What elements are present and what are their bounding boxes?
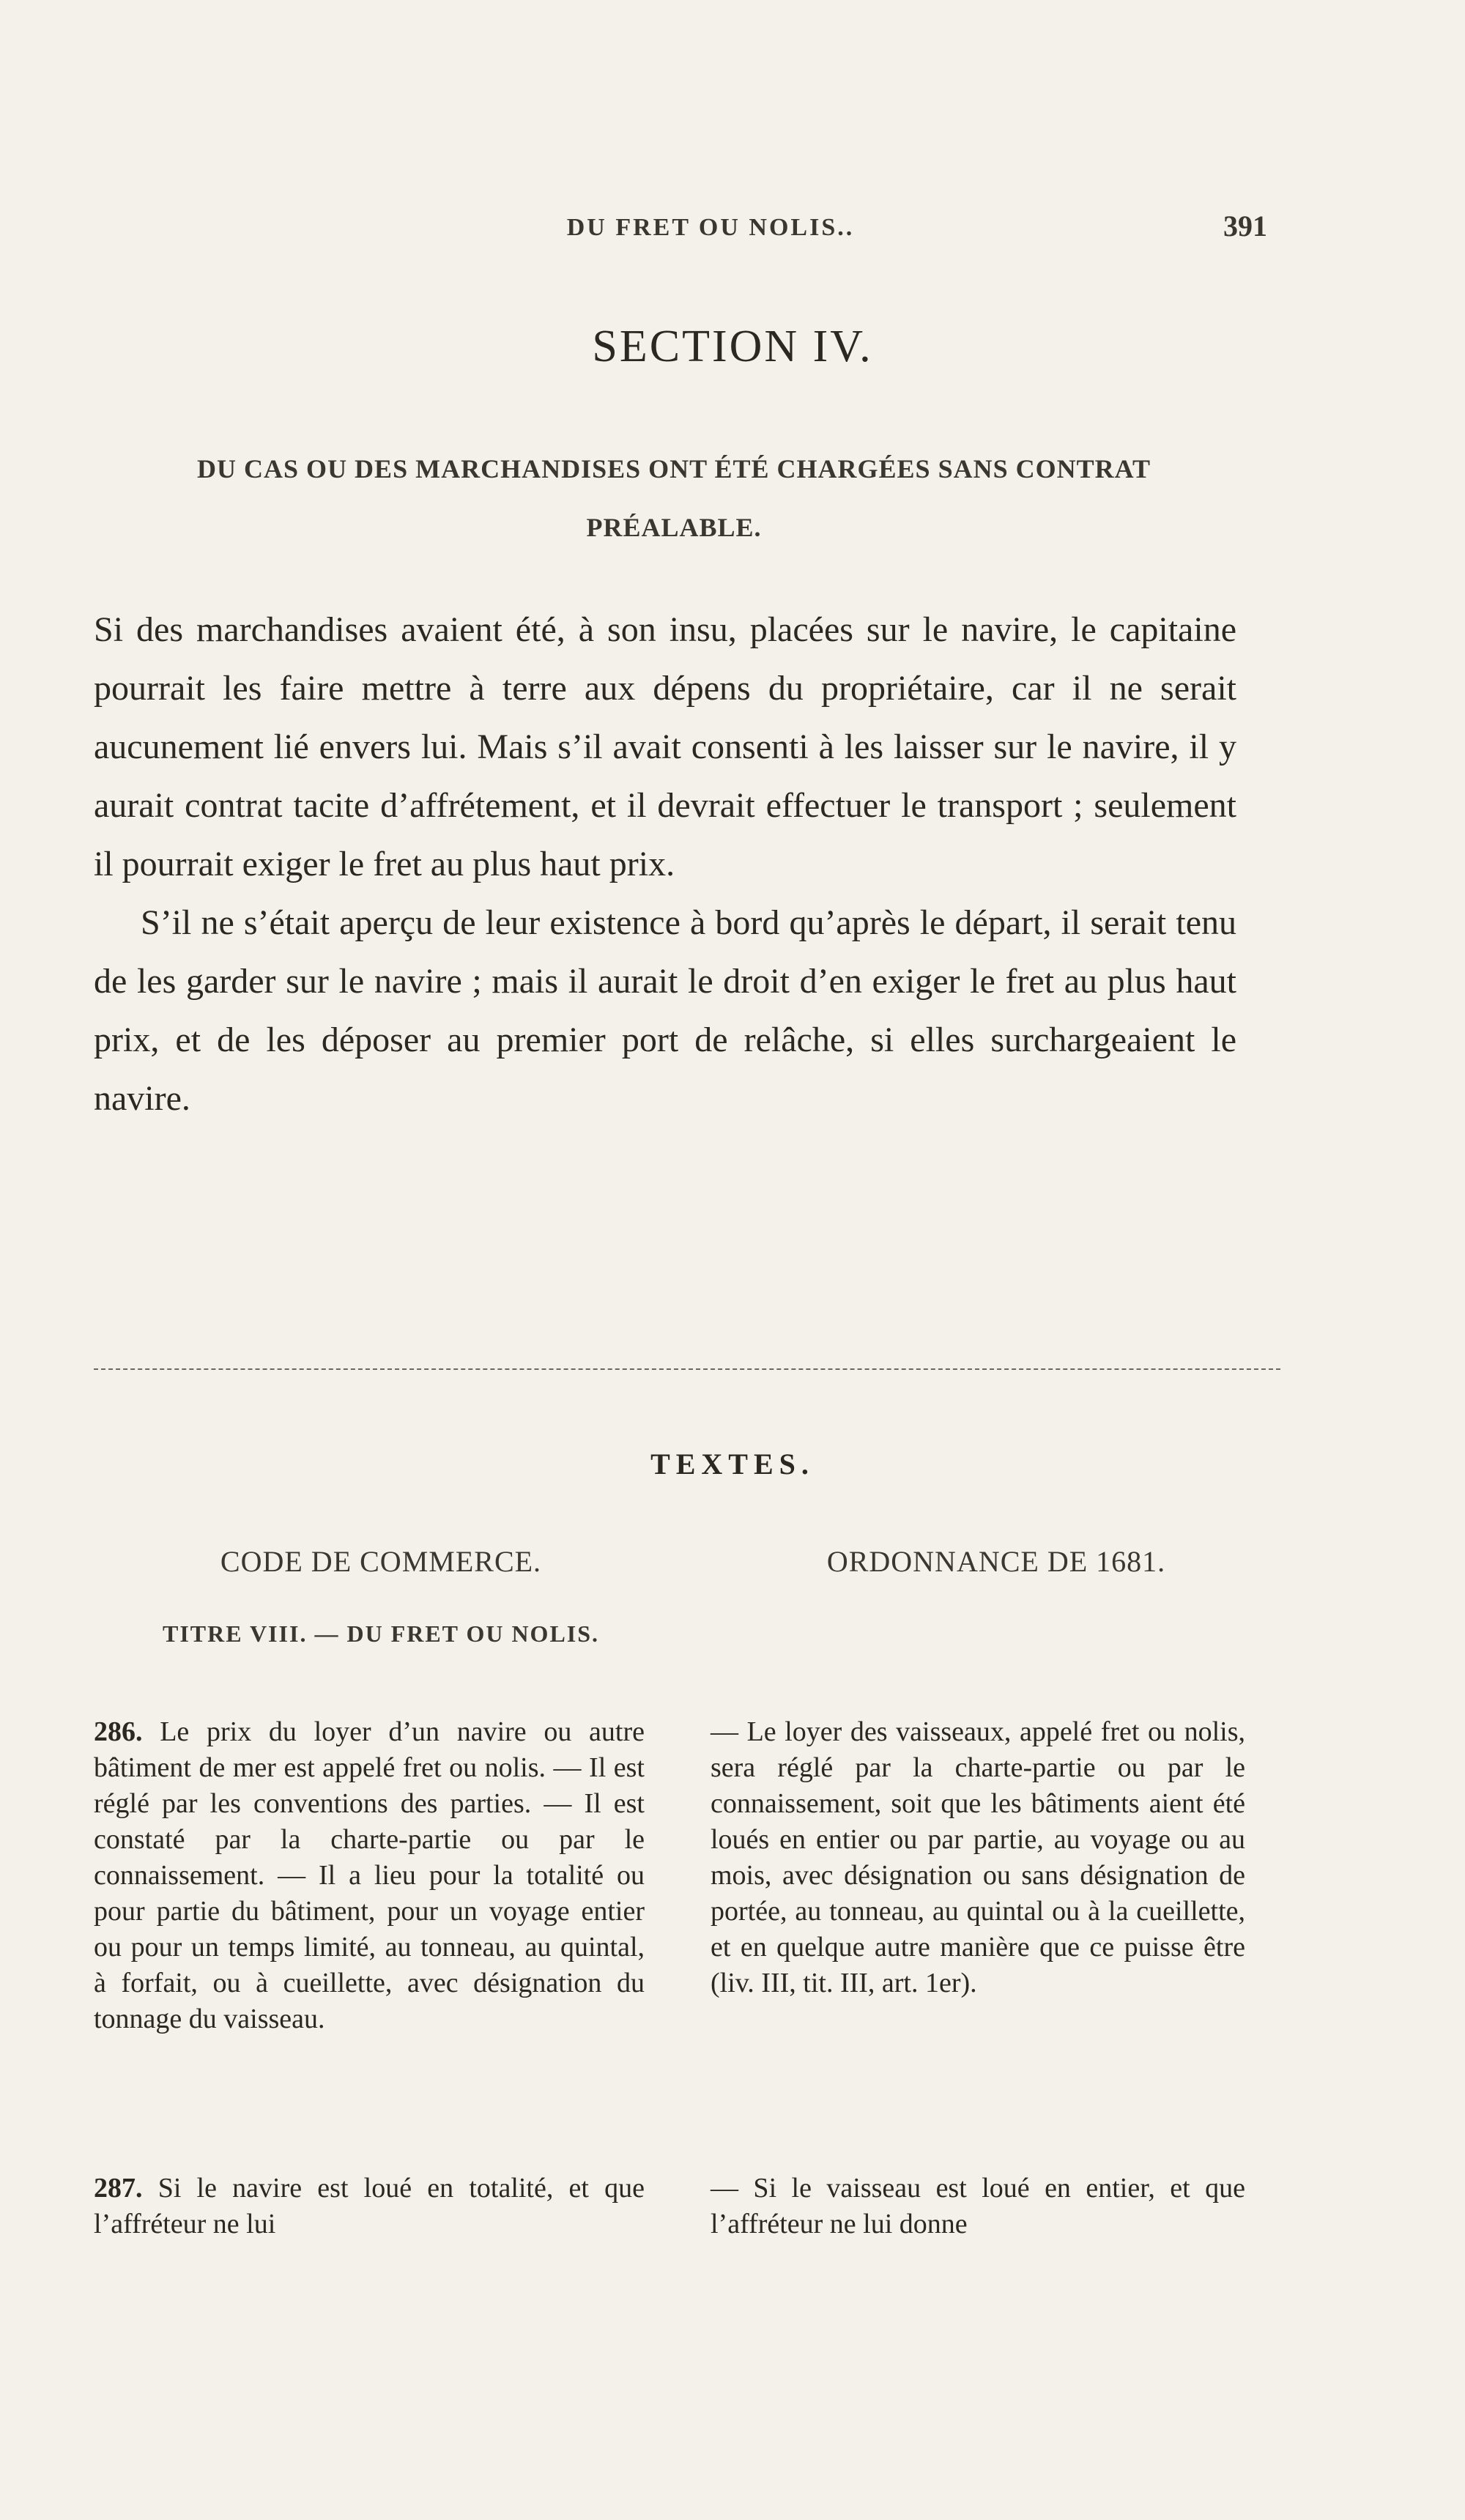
article-286 xyxy=(94,1714,645,2037)
section-divider xyxy=(94,1368,1280,1370)
titre-heading: TITRE VIII. — DU FRET OU NOLIS. xyxy=(162,1620,600,1647)
page-number: 391 xyxy=(1223,210,1267,242)
article-number: 286. xyxy=(94,1716,143,1747)
right-column-text xyxy=(711,1714,1245,2239)
textes-heading: TEXTES. xyxy=(650,1448,815,1480)
left-column-text xyxy=(94,1714,645,2239)
main-paragraph-2: S’il ne s’était aperçu de leur existence à bord qu’après le départ, il serait tenu de les garder sur le navire ; mais il aurait le droit d’en exiger le fret au plus haut prix, et de les déposer au premier port de relâche, si elles surchargeaient le navire. xyxy=(94,903,1236,1118)
ordonnance-paragraph-1: — Le loyer des vaisseaux, appelé fret ou nolis, sera réglé par la charte-partie ou par le connaissement, soit que les bâtiments aient été loués en entier ou par partie, au voyage ou au mois, avec désignation ou sans désignation de portée, au tonneau, au quintal ou à la cueillette, et en quelque autre manière que ce puisse être (liv. III, tit. III, art. 1er). xyxy=(711,1716,1245,1998)
main-paragraph-1: Si des marchandises avaient été, à son insu, placées sur le navire, le capitaine pourrait les faire mettre à terre aux dépens du propriétaire, car il ne serait aucunement lié envers lui. Mais s’il avait consenti à les laisser sur le navire, il y aurait contrat tacite d’affrétement, et il devrait effectuer le transport ; seulement il pourrait exiger le fret au plus haut prix. xyxy=(94,610,1236,883)
ordonnance-paragraph-2: — Si le vaisseau est loué en entier, et que l’affréteur ne lui donne xyxy=(711,2173,1245,2239)
article-number: 287. xyxy=(94,2173,143,2204)
article-text: Si le navire est loué en totalité, et que l’affréteur ne lui xyxy=(94,2173,645,2239)
article-287 xyxy=(94,2171,645,2242)
main-text xyxy=(94,601,1236,1128)
left-column-heading: CODE DE COMMERCE. xyxy=(220,1545,542,1578)
section-title: SECTION IV. xyxy=(592,322,873,371)
section-subtitle: DU CAS OU DES MARCHANDISES ONT ÉTÉ CHARGÉES SANS CONTRAT PRÉALABLE. xyxy=(197,454,1151,542)
right-column-heading: ORDONNANCE DE 1681. xyxy=(826,1545,1166,1578)
running-head: DU FRET OU NOLIS.. xyxy=(566,214,855,241)
article-text: Le prix du loyer d’un navire ou autre bâtiment de mer est appelé fret ou nolis. — Il est réglé par les conventions des parties. — Il est constaté par la charte-partie ou par le connaissement. — Il a lieu pour la totalité ou pour partie du bâtiment, pour un voyage entier ou pour un temps limité, au tonneau, au quintal, à forfait, ou à cueillette, avec désignation du tonnage du vaisseau. xyxy=(94,1716,645,2034)
